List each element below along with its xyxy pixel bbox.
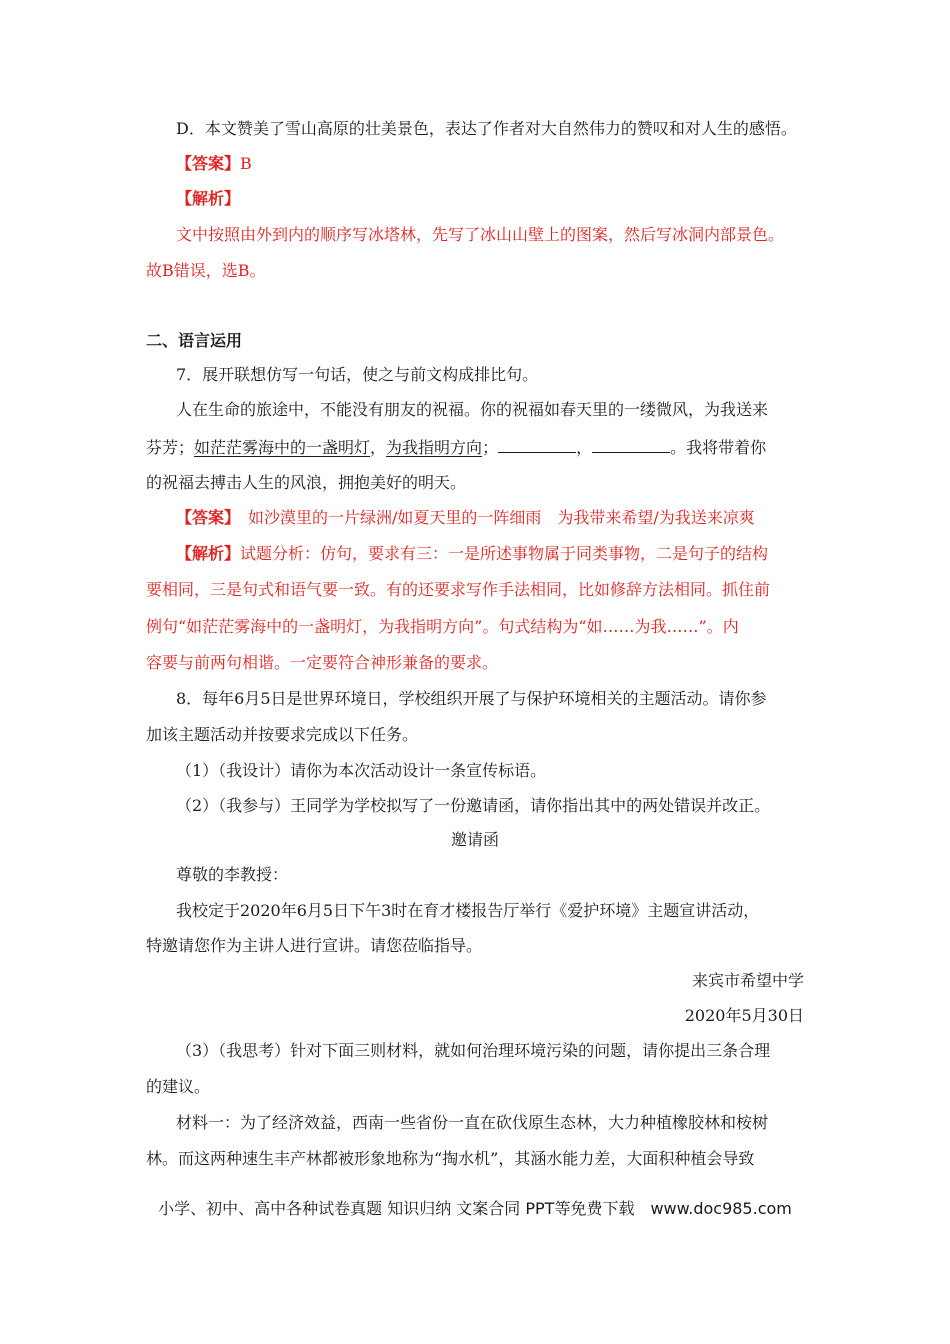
q7-passage-end: 。我将带着你 bbox=[670, 438, 767, 457]
q7-stem: 7．展开联想仿写一句话，使之与前文构成排比句。 bbox=[176, 365, 539, 384]
q7-answer bbox=[176, 507, 755, 529]
q7-analysis-text-1: 试题分析：仿句，要求有三：一是所述事物属于同类事物，二是句子的结构 bbox=[240, 544, 769, 563]
q8-stem-line-2: 加该主题活动并按要求完成以下任务。 bbox=[146, 725, 419, 744]
q7-analysis-line-1 bbox=[176, 543, 768, 565]
section-heading: 二、语言运用 bbox=[146, 331, 243, 350]
q7-example-underline-2: 为我指明方向 bbox=[386, 438, 483, 457]
letter-date: 2020年5月30日 bbox=[684, 1006, 804, 1025]
material-1-line-1: 材料一：为了经济效益，西南一些省份一直在砍伐原生态林，大力种植橡胶林和桉树 bbox=[176, 1113, 769, 1132]
q6-answer bbox=[176, 153, 252, 175]
q7-passage-comma: ， bbox=[370, 438, 387, 457]
q6-analysis-line-2: 故B错误，选B。 bbox=[146, 261, 266, 280]
q7-passage-line-3: 的祝福去搏击人生的风浪，拥抱美好的明天。 bbox=[146, 473, 467, 492]
q7-answer-blank-1[interactable] bbox=[498, 436, 576, 453]
letter-signature: 来宾市希望中学 bbox=[691, 971, 804, 990]
q7-analysis-line-3: 例句“如茫茫雾海中的一盏明灯，为我指明方向”。句式结构为“如……为我……”。内 bbox=[146, 617, 739, 636]
q7-passage-comma-2: ， bbox=[576, 438, 593, 457]
page-footer: 小学、初中、高中各种试卷真题 知识归纳 文案合同 PPT等免费下载 www.doc985.com bbox=[158, 1199, 792, 1218]
letter-body-line-2: 特邀请您作为主讲人进行宣讲。请您莅临指导。 bbox=[146, 936, 483, 955]
q8-task-2: （2）（我参与）王同学为学校拟写了一份邀请函，请你指出其中的两处错误并改正。 bbox=[176, 796, 771, 815]
q6-answer-value: B bbox=[240, 154, 252, 173]
q6-answer-tag: 【答案】 bbox=[176, 154, 241, 173]
q6-option-d: D．本文赞美了雪山高原的壮美景色，表达了作者对大自然伟力的赞叹和对人生的感悟。 bbox=[176, 119, 797, 138]
q7-passage-line-2 bbox=[146, 436, 766, 459]
q7-analysis-line-2: 要相同，三是句式和语气要一致。有的还要求写作手法相同，比如修辞方法相同。抓住前 bbox=[146, 580, 771, 599]
letter-title: 邀请函 bbox=[450, 830, 499, 849]
q6-analysis-tag: 【解析】 bbox=[176, 189, 241, 208]
q7-answer-tag: 【答案】 bbox=[176, 508, 233, 527]
q8-task-3-line-2: 的建议。 bbox=[146, 1077, 211, 1096]
q7-analysis-line-4: 容要与前两句相谐。一定要符合神形兼备的要求。 bbox=[146, 653, 499, 672]
q7-passage-text: 芬芳； bbox=[146, 438, 195, 457]
letter-salutation: 尊敬的李教授： bbox=[176, 865, 289, 884]
q7-passage-semicolon: ； bbox=[482, 438, 499, 457]
q7-example-underline-1: 如茫茫雾海中的一盏明灯 bbox=[194, 438, 371, 457]
q7-passage-line-1: 人在生命的旅途中，不能没有朋友的祝福。你的祝福如春天里的一缕微风，为我送来 bbox=[176, 400, 769, 419]
q8-stem-line-1: 8．每年6月5日是世界环境日，学校组织开展了与保护环境相关的主题活动。请你参 bbox=[176, 689, 767, 708]
q7-answer-blank-2[interactable] bbox=[592, 436, 670, 453]
q7-answer-text: 如沙漠里的一片绿洲/如夏天里的一阵细雨 为我带来希望/为我送来凉爽 bbox=[232, 508, 755, 527]
q8-task-1: （1）（我设计）请你为本次活动设计一条宣传标语。 bbox=[176, 761, 547, 780]
q8-task-3-line-1: （3）（我思考）针对下面三则材料，就如何治理环境污染的问题，请你提出三条合理 bbox=[176, 1041, 771, 1060]
q7-analysis-tag: 【解析】 bbox=[176, 544, 241, 563]
q6-analysis-line-1: 文中按照由外到内的顺序写冰塔林，先写了冰山山壁上的图案，然后写冰洞内部景色。 bbox=[176, 225, 785, 244]
letter-body-line-1: 我校定于2020年6月5日下午3时在育才楼报告厅举行《爱护环境》主题宣讲活动， bbox=[176, 901, 760, 920]
material-1-line-2: 林。而这两种速生丰产林都被形象地称为“掏水机”，其涵水能力差，大面积种植会导致 bbox=[146, 1149, 755, 1168]
